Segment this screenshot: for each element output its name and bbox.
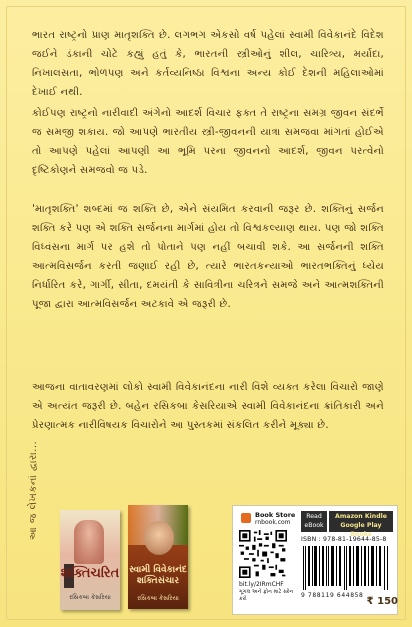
read-ebook-badge bbox=[301, 511, 327, 532]
paragraph-2: કોઈપણ રાષ્ટ્રનો નારીવાદી અંગેનો આદર્શ વિચાર ફક્ત તે રાષ્ટ્રના સમગ્ર જીવન સંદર્ભે જ સમજી શકાય. જો આપણે ભારતીય સ્ત્રી-જીવનની યાત્રા સમજવા માંગતાં હોઈએ તો આપણે પહેલાં આપણી આ ભૂમિ પરના જીવનનો આદર્શ, જીવન પરત્વેનો દૃષ્ટિકોણને સમજવો જ પડે. bbox=[32, 108, 384, 177]
read-badge-line2: eBook bbox=[304, 522, 324, 529]
short-link: bit.ly/2IRmCHF bbox=[239, 581, 284, 588]
read-badge-line1: Read bbox=[306, 513, 322, 520]
book-cover-1 bbox=[60, 510, 120, 610]
price-label: ₹ 150 bbox=[366, 596, 398, 607]
paragraph-1: ભારત રાષ્ટ્રનો પ્રાણ માતૃશક્તિ છે. લગભગ એકસો વર્ષ પહેલાં સ્વામી વિવેકાનંદે વિદેશ જઈને ડંકાની ચોટે કહ્યું હતું કે, ભારતની સ્ત્રીઓનું શીલ, ચારિત્ર્ય, મર્યાદા, નિખાલસતા, ભોળપણ અને કર્તવ્યનિષ્ઠા વિશ્વના અન્ય કોઈ દેશની મહિલાઓમાં દેખાઈ નથી. bbox=[32, 30, 384, 99]
barcode-icon bbox=[301, 546, 391, 590]
kindle-badge-line1: Amazon Kindle bbox=[335, 513, 387, 520]
portrait-image bbox=[74, 520, 104, 564]
barcode-number: 9 788119 644858 bbox=[301, 592, 364, 599]
book-title-2: સ્વામી વિવેકાનંદ શક્તિસંચાર bbox=[129, 565, 187, 586]
publisher-site: rnbook.com bbox=[255, 519, 291, 526]
paragraph-4: આજના વાતાવરણમાં લોકો સ્વામી વિવેકાનંદના નારી વિશે વ્યક્ત કરેલા વિચારો જાણે એ અત્યંત જરૂરી છે. બહેન રસિકબા કેસરિયાએ સ્વામી વિવેકાનંદના ક્રાંતિકારી અને પ્રેરણાત્મક નારીવિષયક વિચારોને આ પુસ્તકમાં સંકલિત કરીને મૂક્યા છે. bbox=[32, 382, 384, 432]
paragraph-3: 'માતૃશક્તિ' શબ્દમાં જ શક્તિ છે, એને સંયમિત કરવાની જરૂર છે. શક્તિનું સર્જન શક્તિ કરે પણ એ શક્તિ સર્જનના માર્ગમાં હોય તો વિશ્વકલ્યાણ થાય. પણ જો શક્તિ વિધ્વંસના માર્ગ પર હશે તો પોતાને પણ નહીં બચાવી શકે. આ સર્જનની શક્તિ આત્મવિસર્જન કરતી જણાઈ રહી છે, ત્યારે ભારતકન્યાઓ ભારતભક્તિનું ધ્યેય નિર્ધારિત કરે, ગાર્ગી, સીતા, દમયંતી કે સાવિત્રીના ચરિત્રને સમજે અને આત્મશક્તિની પૂજા દ્વારા આત્મવિસર્જન અટકાવે એ જરૂરી છે. bbox=[32, 204, 384, 311]
publisher-logo-icon bbox=[241, 513, 251, 523]
book-author-1: રસિકબા કેસરિયા bbox=[69, 594, 111, 601]
kindle-play-badge bbox=[329, 511, 393, 538]
book-author-2: રસિકબા કેસરિયા bbox=[137, 595, 179, 602]
portrait-image bbox=[144, 521, 174, 555]
isbn-text: ISBN : 978-81-19644-85-8 bbox=[301, 536, 387, 543]
book-title-1: શક્તિચરિત bbox=[60, 566, 120, 581]
book-cover-2 bbox=[128, 505, 188, 609]
kindle-badge-line2: Google Play Books bbox=[340, 522, 382, 538]
qr-code-icon[interactable] bbox=[239, 530, 287, 578]
scan-instruction: ગૂગલ અને ફોન માટે સ્કેન કરો bbox=[239, 589, 294, 602]
side-note: આ જ લેખકનાં દ્વારા... bbox=[28, 440, 39, 540]
publisher-name: Book Store bbox=[255, 511, 296, 519]
